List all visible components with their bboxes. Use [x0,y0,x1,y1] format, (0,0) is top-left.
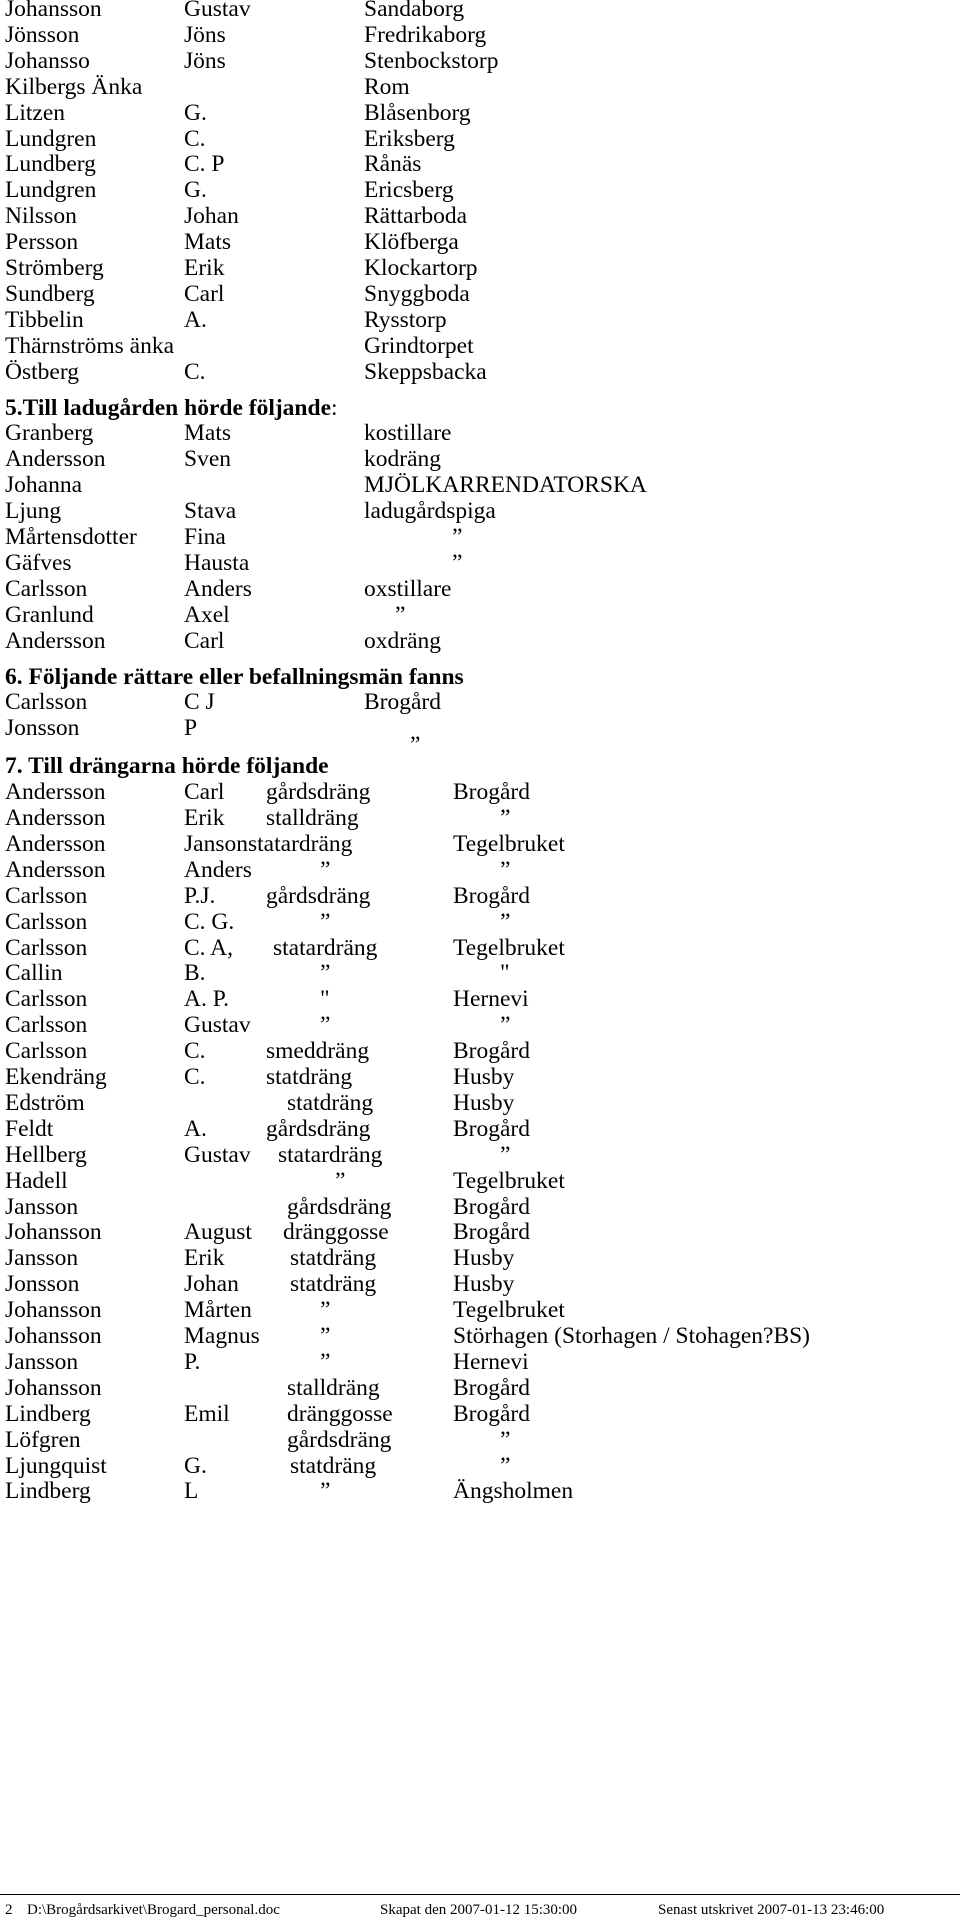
ditto-mark: ” [320,960,331,987]
given-name-cell: Fina [184,524,226,550]
role-cell: smeddräng [266,1038,370,1065]
surname-cell: Persson [5,229,79,256]
given-name-cell: G. [184,1452,207,1479]
role-cell: oxdräng [364,627,442,654]
given-name-cell: C. A, [184,934,233,961]
ditto-mark: ” [320,856,331,883]
footer-rule [0,1894,960,1895]
printed-date: Senast utskrivet 2007-01-13 23:46:00 [658,1902,885,1918]
surname-cell: Carlsson [5,934,88,961]
surname-cell: Sundberg [5,280,95,307]
given-name-cell: Magnus [184,1323,260,1349]
role-cell: statdräng [290,1245,377,1272]
role-cell: statdräng [287,1089,374,1116]
role-cell: statardräng [278,1141,383,1168]
surname-cell: Andersson [5,830,106,857]
surname-cell: Östberg [5,358,79,385]
place-cell: Husby [453,1271,515,1298]
surname-cell: Hellberg [5,1141,87,1168]
given-name-cell: Hausta [184,549,250,576]
ditto-mark: ” [320,908,331,935]
place-cell: Fredrikaborg [364,21,487,48]
given-name-cell: Mats [184,229,231,256]
surname-cell: Jonsson [5,1271,80,1298]
given-name-cell: Gustav [184,1141,251,1168]
place-cell: Stenbockstorp [364,47,499,74]
given-name-cell: Carl [184,280,225,307]
place-cell: Rättarboda [364,203,468,230]
role-cell: oxstillare [364,575,452,602]
ditto-mark: „ [410,719,421,746]
ditto-mark: ” [500,1426,511,1453]
place-cell: Tegelbruket [453,934,565,961]
surname-cell: Callin [5,960,63,987]
surname-cell: Carlsson [5,1038,88,1065]
given-name-cell: Johan [184,1271,239,1298]
surname-cell: Ljung [5,498,62,525]
surname-cell: Ljungquist [5,1452,107,1479]
place-cell: Brogård [364,689,442,716]
given-name-cell: Mårten [184,1297,252,1324]
place-cell: Brogård [453,1115,531,1142]
place-cell: Husby [453,1089,515,1116]
surname-cell: Jonsson [5,715,80,742]
place-cell: Brogård [453,779,531,806]
given-name-cell: Erik [184,805,225,831]
given-name-cell: C. P [184,151,225,178]
surname-cell: Jönsson [5,21,80,48]
place-cell: Rom [364,73,410,100]
role-cell: gårdsdräng [287,1426,392,1453]
surname-cell: Granberg [5,420,94,447]
given-name-cell: G. [184,177,207,204]
role-cell: kodräng [364,446,442,473]
ditto-mark: ” [500,908,511,935]
given-name-cell: Emil [184,1400,230,1427]
place-cell: Rånäs [364,151,422,178]
surname-cell: Kilbergs Änka [5,73,143,100]
place-cell: Brogård [453,1374,531,1401]
place-cell: Ericsberg [364,177,454,204]
surname-cell: Nilsson [5,203,77,230]
surname-cell: Hadell [5,1167,68,1194]
surname-cell: Johanna [5,472,83,499]
given-name-cell: P. [184,1348,201,1375]
surname-cell: Carlsson [5,575,88,602]
given-name-cell: C. [184,1038,206,1065]
ditto-mark: ” [320,1348,331,1375]
given-name-cell: C. G. [184,908,235,935]
surname-cell: Thärnströms änka [5,332,175,359]
ditto-mark: ” [500,856,511,883]
role-cell: stalldräng [287,1374,380,1401]
given-name-cell: Axel [184,601,230,628]
section-heading: 6. Följande rättare eller befallningsmän fanns [5,663,464,690]
ditto-mark: ” [395,601,406,628]
given-name-cell: A. [184,1115,207,1142]
given-name-cell: Jöns [184,21,226,48]
surname-cell: Johansson [5,1323,102,1349]
list-row [0,357,960,388]
place-cell: Klöfberga [364,229,459,256]
surname-cell: Jansson [5,1348,79,1375]
section-5-row [0,626,960,657]
place-cell: Brogård [453,1193,531,1220]
surname-cell: Lundgren [5,177,97,204]
ditto-mark: ” [500,805,511,831]
given-name-cell: Stava [184,498,237,525]
ditto-mark: ” [320,1323,331,1349]
place-cell: Ängsholmen [453,1478,574,1505]
surname-cell: Carlsson [5,908,88,935]
role-cell: gårdsdräng [287,1193,392,1220]
surname-cell: Johansson [5,1374,102,1401]
given-name-cell: Erik [184,255,225,281]
surname-cell: Johansso [5,47,90,74]
surname-cell: Löfgren [5,1426,81,1453]
given-name-cell: G. [184,99,207,126]
role-cell: stalldräng [266,805,359,831]
role-cell: statdräng [266,1064,353,1090]
surname-cell: Granlund [5,601,94,628]
given-name-cell: L [184,1478,199,1505]
surname-cell: Lindberg [5,1400,91,1427]
surname-cell: Andersson [5,446,106,473]
given-name-cell: A. [184,306,207,333]
place-cell: Hernevi [453,1348,529,1375]
place-cell: Snyggboda [364,280,470,307]
surname-cell: Johansson [5,0,102,22]
given-name-cell: Anders [184,856,252,883]
role-cell: dränggosse [287,1400,393,1427]
role-cell: gårdsdräng [266,882,371,909]
given-name-cell: Jöns [184,47,226,74]
surname-cell: Lundberg [5,151,96,178]
surname-cell: Jansson [5,1245,79,1272]
place-cell: Tegelbruket [453,1297,565,1324]
given-name-cell: C. [184,125,206,152]
place-cell: Brogård [453,882,531,909]
surname-cell: Andersson [5,805,106,831]
given-name-cell: Erik [184,1245,225,1272]
surname-cell: Johansson [5,1219,102,1246]
given-name-cell: Sven [184,446,231,473]
file-path: D:\Brogårdsarkivet\Brogard_personal.doc [27,1902,280,1918]
surname-cell: Carlsson [5,689,88,716]
surname-cell: Feldt [5,1115,54,1142]
surname-cell: Andersson [5,779,106,806]
ditto-mark: " [320,986,330,1013]
surname-cell: Litzen [5,99,66,126]
surname-cell: Johansson [5,1297,102,1324]
surname-cell: Edström [5,1089,85,1116]
place-cell: Störhagen (Storhagen / Stohagen?BS) [453,1323,811,1349]
place-cell: Husby [453,1064,515,1090]
ditto-mark: ” [500,1452,511,1479]
place-cell: Blåsenborg [364,99,471,126]
place-cell: Sandaborg [364,0,465,22]
page-footer [0,1898,960,1922]
place-cell: Brogård [453,1400,531,1427]
role-cell: gårdsdräng [266,1115,371,1142]
place-cell: Tegelbruket [453,1167,565,1194]
place-cell: Hernevi [453,986,529,1013]
given-name-cell: Anders [184,575,252,602]
given-name-cell: Johan [184,203,239,230]
role-cell: ladugårdspiga [364,498,496,525]
place-cell: Grindtorpet [364,332,474,359]
place-cell: Husby [453,1245,515,1272]
surname-cell: Lindberg [5,1478,91,1505]
given-name-cell: C. [184,1064,206,1090]
given-name-cell: C. [184,358,206,385]
given-name-cell: August [184,1219,252,1246]
role-cell: dränggosse [283,1219,389,1246]
given-name-cell: A. P. [184,986,230,1013]
given-name-cell: Carl [184,627,225,654]
ditto-mark: ” [335,1167,346,1194]
surname-cell: Carlsson [5,1012,88,1039]
surname-cell: Jansson [5,1193,79,1220]
place-cell: Klockartorp [364,255,478,281]
ditto-mark: ” [452,524,463,550]
ditto-mark: " [500,960,510,987]
given-name-cell: C J [184,689,215,716]
surname-cell: Gäfves [5,549,72,576]
surname-cell: Andersson [5,856,106,883]
section-6-row [0,713,960,744]
surname-cell: Andersson [5,627,106,654]
surname-cell: Lundgren [5,125,97,152]
surname-cell: Carlsson [5,986,88,1013]
given-name-cell: Gustav [184,1012,251,1039]
ditto-mark: ” [452,549,463,576]
role-cell: gårdsdräng [266,779,371,806]
given-name-cell: P [184,715,198,742]
place-cell: Brogård [453,1038,531,1065]
ditto-mark: ” [320,1012,331,1039]
role-cell: statardräng [248,830,353,857]
place-cell: Tegelbruket [453,830,565,857]
role-cell: MJÖLKARRENDATORSKA [364,472,647,499]
ditto-mark: ” [320,1478,331,1505]
page-number: 2 [5,1902,13,1918]
place-cell: Skeppsbacka [364,358,487,385]
surname-cell: Tibbelin [5,306,84,333]
surname-cell: Ekendräng [5,1064,107,1090]
place-cell: Brogård [453,1219,531,1246]
given-name-cell: Carl [184,779,225,806]
ditto-mark: ” [500,1012,511,1039]
surname-cell: Mårtensdotter [5,524,137,550]
section-heading: 5.Till ladugården hörde följande: [5,394,338,421]
surname-cell: Carlsson [5,882,88,909]
section-7-row [0,1476,960,1507]
given-name-cell: P.J. [184,882,216,909]
heading-colon: : [331,394,338,421]
section-heading: 7. Till drängarna hörde följande [5,753,329,780]
ditto-mark: ” [320,1297,331,1324]
created-date: Skapat den 2007-01-12 15:30:00 [380,1902,578,1918]
place-cell: Rysstorp [364,306,447,333]
given-name-cell: Mats [184,420,231,447]
place-cell: Eriksberg [364,125,455,152]
role-cell: kostillare [364,420,452,447]
given-name-cell: Janson [184,830,248,857]
role-cell: statdräng [290,1271,377,1298]
given-name-cell: B. [184,960,206,987]
given-name-cell: Gustav [184,0,251,22]
role-cell: statardräng [273,934,378,961]
surname-cell: Strömberg [5,255,104,281]
ditto-mark: ” [500,1141,511,1168]
role-cell: statdräng [290,1452,377,1479]
